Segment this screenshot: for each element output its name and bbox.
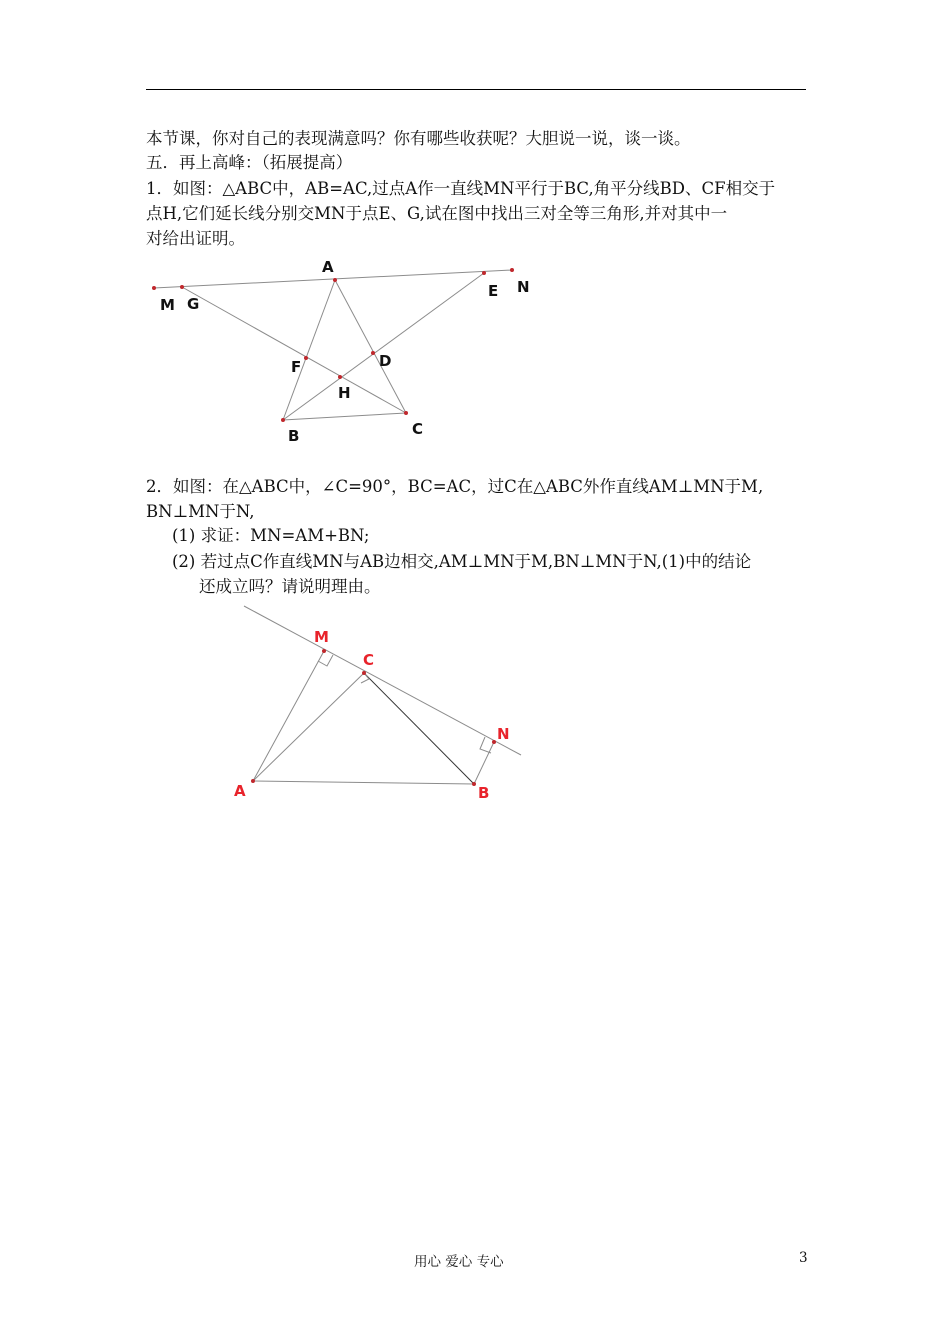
problem2-subquestion2-cont: 还成立吗？请说明理由。 xyxy=(199,577,381,596)
fig2-right-angle-c xyxy=(361,673,369,683)
footer-motto: 用心 爱心 专心 xyxy=(414,1254,504,1270)
fig1-point-d xyxy=(371,351,375,355)
fig1-label-c: C xyxy=(412,420,424,438)
problem2-subquestion1: (1) 求证：MN=AM+BN; xyxy=(172,526,370,545)
fig1-label-f: F xyxy=(291,358,302,376)
fig2-point-a xyxy=(251,779,255,783)
fig1-point-g xyxy=(180,285,184,289)
problem1-line3: 对给出证明。 xyxy=(146,229,245,248)
fig2-line-ac xyxy=(253,673,364,781)
fig2-right-angle-m xyxy=(318,655,333,666)
fig1-point-f xyxy=(304,356,308,360)
fig2-line-cb xyxy=(364,673,474,784)
fig1-label-n: N xyxy=(517,278,530,296)
summary-line: 本节课，你对自己的表现满意吗？你有哪些收获呢？大胆说一说，谈一谈。 xyxy=(146,129,691,148)
fig1-label-a: A xyxy=(322,258,334,276)
fig2-line-mn xyxy=(244,606,521,755)
fig1-label-h: H xyxy=(338,384,351,402)
fig1-point-e xyxy=(482,271,486,275)
fig2-label-a: A xyxy=(234,782,246,800)
fig1-point-a xyxy=(333,278,337,282)
fig1-line-mn xyxy=(154,270,512,288)
fig2-point-b xyxy=(472,782,476,786)
fig1-line-be xyxy=(283,273,484,420)
problem2-line2: BN⊥MN于N, xyxy=(146,502,255,521)
fig1-side-ac xyxy=(335,280,406,413)
page-number: 3 xyxy=(799,1250,808,1266)
problem1-line2: 点H,它们延长线分别交MN于点E、G,试在图中找出三对全等三角形,并对其中一 xyxy=(146,204,728,223)
fig1-point-m xyxy=(152,286,156,290)
fig1-side-ab xyxy=(283,280,335,420)
fig2-point-m xyxy=(322,649,326,653)
fig2-label-b: B xyxy=(478,784,490,802)
header-rule xyxy=(146,89,806,90)
fig1-label-b: B xyxy=(288,427,300,445)
fig1-label-d: D xyxy=(379,352,392,370)
fig2-point-c xyxy=(362,671,366,675)
fig1-point-b xyxy=(281,418,285,422)
fig1-point-n xyxy=(510,268,514,272)
fig2-line-ab xyxy=(253,781,474,784)
fig1-label-g: G xyxy=(187,295,200,313)
fig2-line-bn xyxy=(474,742,494,784)
problem2-subquestion2: (2) 若过点C作直线MN与AB边相交,AM⊥MN于M,BN⊥MN于N,(1)中的结论 xyxy=(172,552,752,571)
fig1-point-h xyxy=(338,375,342,379)
problem2-line1: 2．如图：在△ABC中，∠C=90°，BC=AC，过C在△ABC外作直线AM⊥MN于M, xyxy=(146,477,764,496)
fig2-line-am xyxy=(253,651,324,781)
fig1-label-e: E xyxy=(488,282,499,300)
fig2-point-n xyxy=(492,740,496,744)
fig2-label-c: C xyxy=(363,651,375,669)
fig1-point-c xyxy=(404,411,408,415)
problem1-line1: 1．如图：△ABC中，AB=AC,过点A作一直线MN平行于BC,角平分线BD、CF相交于 xyxy=(146,179,776,198)
fig1-label-m: M xyxy=(160,296,175,314)
fig2-label-n: N xyxy=(497,725,510,743)
fig2-right-angle-n xyxy=(480,737,491,753)
fig1-side-bc xyxy=(283,413,406,420)
fig1-line-cg xyxy=(182,287,406,413)
fig2-label-m: M xyxy=(314,628,329,646)
section-heading: 五．再上高峰：（拓展提高） xyxy=(146,153,353,172)
